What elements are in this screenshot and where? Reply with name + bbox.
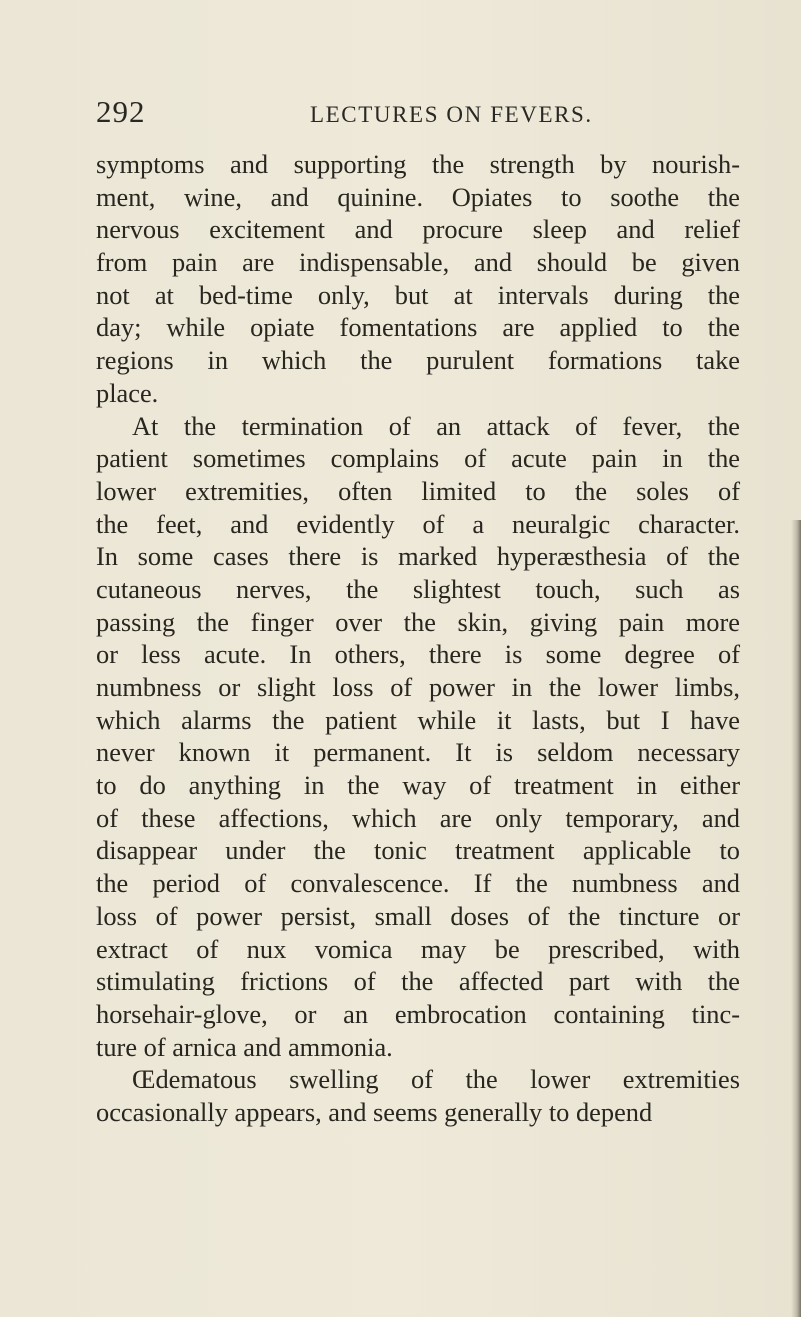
page-header xyxy=(96,90,694,130)
paragraph xyxy=(96,410,740,1064)
paragraph xyxy=(96,1063,740,1128)
text-line: never known it permanent. It is seldom necessary xyxy=(96,737,740,768)
text-line: the period of convalescence. If the numbness and xyxy=(96,868,740,899)
text-line: to do anything in the way of treatment in either xyxy=(96,770,740,801)
text-line: from pain are indispensable, and should be given xyxy=(96,247,740,278)
text-line: disappear under the tonic treatment applicable to xyxy=(96,835,740,866)
text-line: At the termination of an attack of fever, the xyxy=(132,410,740,441)
text-line: which alarms the patient while it lasts, but I have xyxy=(96,704,740,735)
text-line: symptoms and supporting the strength by nourish- xyxy=(96,149,740,179)
text-line: the feet, and evidently of a neuralgic character. xyxy=(96,508,740,539)
text-line: patient sometimes complains of acute pain in the xyxy=(96,443,740,474)
text-line: Œdematous swelling of the lower extremities xyxy=(132,1064,740,1095)
paragraph xyxy=(96,148,740,410)
text-line: stimulating frictions of the affected part with the xyxy=(96,966,740,997)
text-line: passing the finger over the skin, giving pain more xyxy=(96,606,740,637)
text-line: occasionally appears, and seems generally to depend xyxy=(96,1096,653,1127)
running-head: LECTURES ON FEVERS. xyxy=(310,102,593,127)
text-line: horsehair-glove, or an embrocation containing tinc- xyxy=(96,998,740,1029)
text-line: numbness or slight loss of power in the lower limbs, xyxy=(96,672,740,702)
text-line: lower extremities, often limited to the soles of xyxy=(96,475,740,506)
text-line: nervous excitement and procure sleep and relief xyxy=(96,214,740,245)
page-number: 292 xyxy=(96,94,146,129)
page-edge-shadow xyxy=(791,520,801,1317)
text-line: day; while opiate fomentations are applied to the xyxy=(96,312,740,343)
text-line: loss of power persist, small doses of the tincture or xyxy=(96,900,740,931)
text-line: ture of arnica and ammonia. xyxy=(96,1031,393,1062)
text-line: extract of nux vomica may be prescribed, with xyxy=(96,933,740,964)
text-line: of these affections, which are only temporary, and xyxy=(96,802,740,833)
text-line: cutaneous nerves, the slightest touch, such as xyxy=(96,573,740,604)
text-line: ment, wine, and quinine. Opiates to soothe the xyxy=(96,181,740,212)
text-line: not at bed-time only, but at intervals during the xyxy=(96,279,740,310)
text-line: In some cases there is marked hyperæsthesia of the xyxy=(96,541,740,572)
text-line: or less acute. In others, there is some degree of xyxy=(96,639,740,670)
body-text xyxy=(96,148,740,1129)
text-line: place. xyxy=(96,377,159,408)
text-line: regions in which the purulent formations take xyxy=(96,345,740,376)
